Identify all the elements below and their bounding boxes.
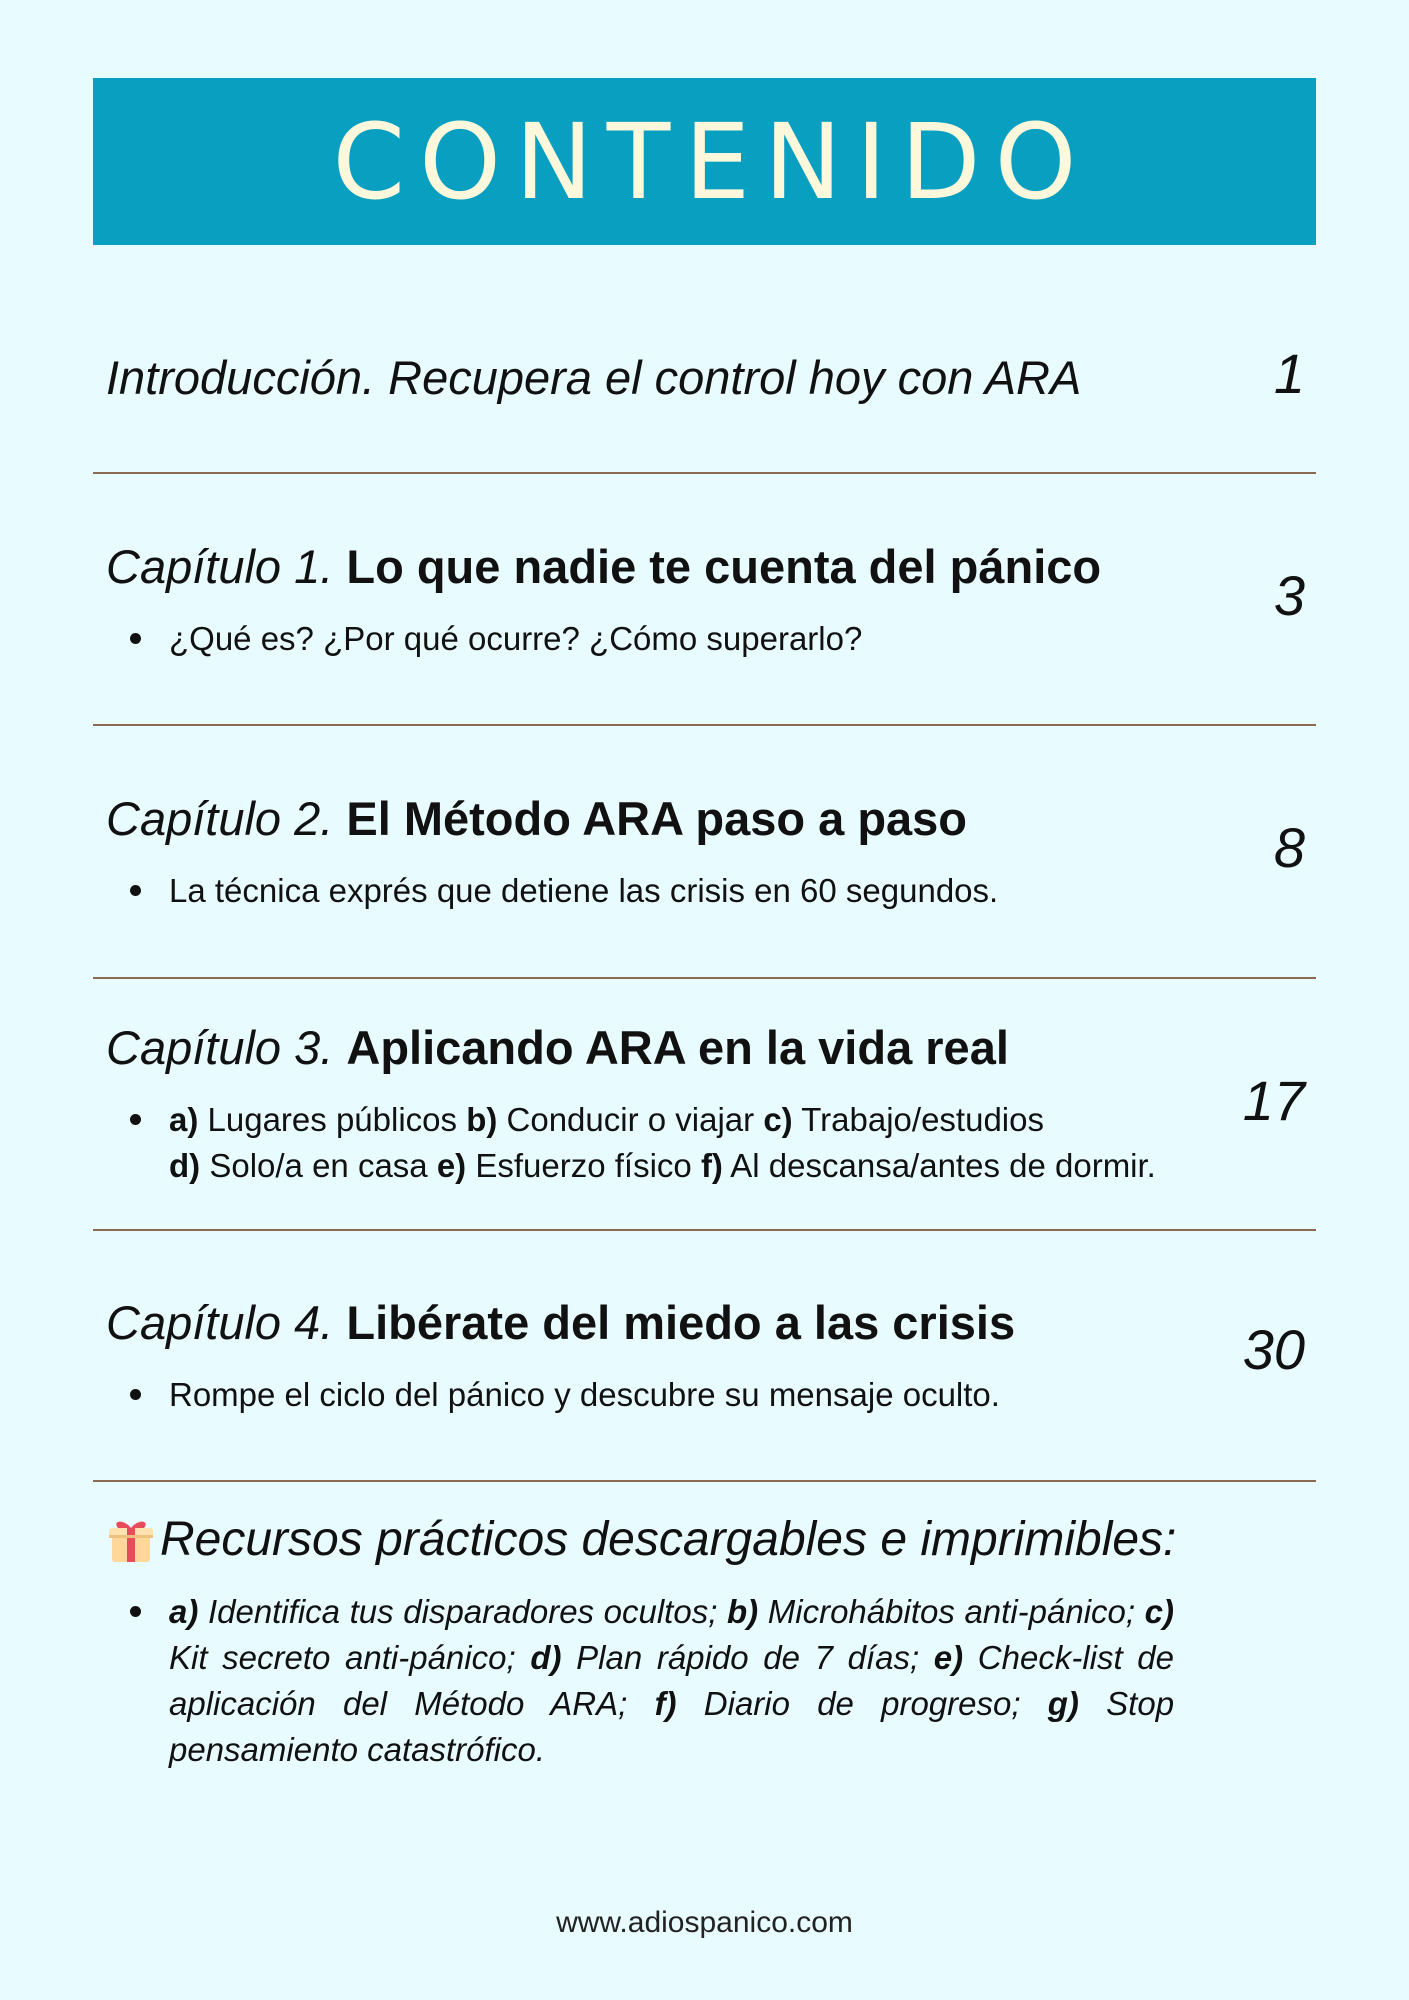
item-text: Solo/a en casa xyxy=(209,1147,428,1184)
item-letter: a) xyxy=(169,1101,199,1138)
chapter-3-page-number: 17 xyxy=(1242,1069,1305,1132)
bullet-dot xyxy=(130,885,141,896)
footer-url: www.adiospanico.com xyxy=(556,1906,853,1939)
chapter-1-label: Capítulo 1. xyxy=(106,540,334,593)
item-text: Conducir o viajar xyxy=(506,1101,755,1138)
divider xyxy=(93,1229,1316,1231)
item-text: Check-list de aplicación del Método ARA; xyxy=(169,1639,1175,1722)
item-text: Al descansa/antes de dormir. xyxy=(730,1147,1156,1184)
item-letter: b) xyxy=(727,1593,759,1630)
item-letter: f) xyxy=(654,1685,677,1722)
chapter-2-title: El Método ARA paso a paso xyxy=(346,792,968,845)
item-letter: c) xyxy=(1144,1593,1175,1630)
chapter-4-heading xyxy=(106,1297,1015,1349)
item-letter: b) xyxy=(466,1101,498,1138)
item-letter: c) xyxy=(763,1101,793,1138)
chapter-1-page-number: 3 xyxy=(1273,564,1305,627)
item-letter: d) xyxy=(530,1639,562,1676)
item-text: Diario de progreso; xyxy=(703,1685,1021,1722)
item-text: Lugares públicos xyxy=(207,1101,458,1138)
chapter-3-label: Capítulo 3. xyxy=(106,1021,334,1074)
intro-title: Introducción. Recupera el control hoy con ARA xyxy=(106,351,1082,404)
chapter-3-bullet-text xyxy=(169,1097,1170,1189)
resources-title: Recursos prácticos descargables e imprimibles: xyxy=(160,1513,1177,1566)
divider xyxy=(93,977,1316,979)
chapter-1-title: Lo que nadie te cuenta del pánico xyxy=(346,540,1102,593)
item-text: Identifica tus disparadores ocultos; xyxy=(207,1593,718,1630)
chapter-3-bullet xyxy=(130,1097,1170,1189)
chapter-4-label: Capítulo 4. xyxy=(106,1296,334,1349)
bullet-dot xyxy=(130,1114,141,1125)
bullet-dot xyxy=(130,1389,141,1400)
chapter-1-bullet xyxy=(130,616,1170,662)
chapter-2-label: Capítulo 2. xyxy=(106,792,334,845)
header-banner xyxy=(93,78,1316,245)
bullet-dot xyxy=(130,633,141,644)
item-letter: e) xyxy=(933,1639,964,1676)
bullet-dot xyxy=(130,1606,141,1617)
chapter-4-page-number: 30 xyxy=(1242,1318,1305,1381)
resources-heading xyxy=(106,1512,1176,1567)
item-letter: g) xyxy=(1047,1685,1079,1722)
chapter-3-heading xyxy=(106,1022,1009,1074)
chapter-2-page-number: 8 xyxy=(1273,816,1305,879)
chapter-2-bullet-text: La técnica exprés que detiene las crisis en 60 segundos. xyxy=(169,872,999,909)
item-text: Trabajo/estudios xyxy=(801,1101,1044,1138)
divider xyxy=(93,1480,1316,1482)
intro-page-number: 1 xyxy=(1273,342,1305,405)
item-text: Kit secreto anti-pánico; xyxy=(169,1639,516,1676)
chapter-4-title: Libérate del miedo a las crisis xyxy=(346,1296,1016,1349)
item-text: Plan rápido de 7 días; xyxy=(576,1639,920,1676)
chapter-1-bullet-text: ¿Qué es? ¿Por qué ocurre? ¿Cómo superarlo? xyxy=(169,620,863,657)
item-letter: e) xyxy=(436,1147,467,1184)
chapter-2-heading xyxy=(106,793,967,845)
chapter-1-heading xyxy=(106,541,1101,593)
item-letter: d) xyxy=(169,1147,201,1184)
item-text: Esfuerzo físico xyxy=(475,1147,692,1184)
page-title: CONTENIDO xyxy=(332,100,1091,223)
item-text: Microhábitos anti-pánico; xyxy=(767,1593,1136,1630)
chapter-4-bullet-text: Rompe el ciclo del pánico y descubre su mensaje oculto. xyxy=(169,1376,1000,1413)
chapter-2-bullet xyxy=(130,868,1170,914)
chapter-4-bullet xyxy=(130,1372,1170,1418)
divider xyxy=(93,724,1316,726)
item-text: Stop pensamiento catastrófico. xyxy=(169,1685,1175,1768)
chapter-3-title: Aplicando ARA en la vida real xyxy=(346,1021,1009,1074)
divider xyxy=(93,472,1316,474)
resources-bullet-text xyxy=(169,1589,1174,1773)
item-letter: f) xyxy=(700,1147,723,1184)
resources-bullet xyxy=(130,1589,1175,1773)
item-letter: a) xyxy=(169,1593,199,1630)
gift-icon xyxy=(106,1515,156,1565)
